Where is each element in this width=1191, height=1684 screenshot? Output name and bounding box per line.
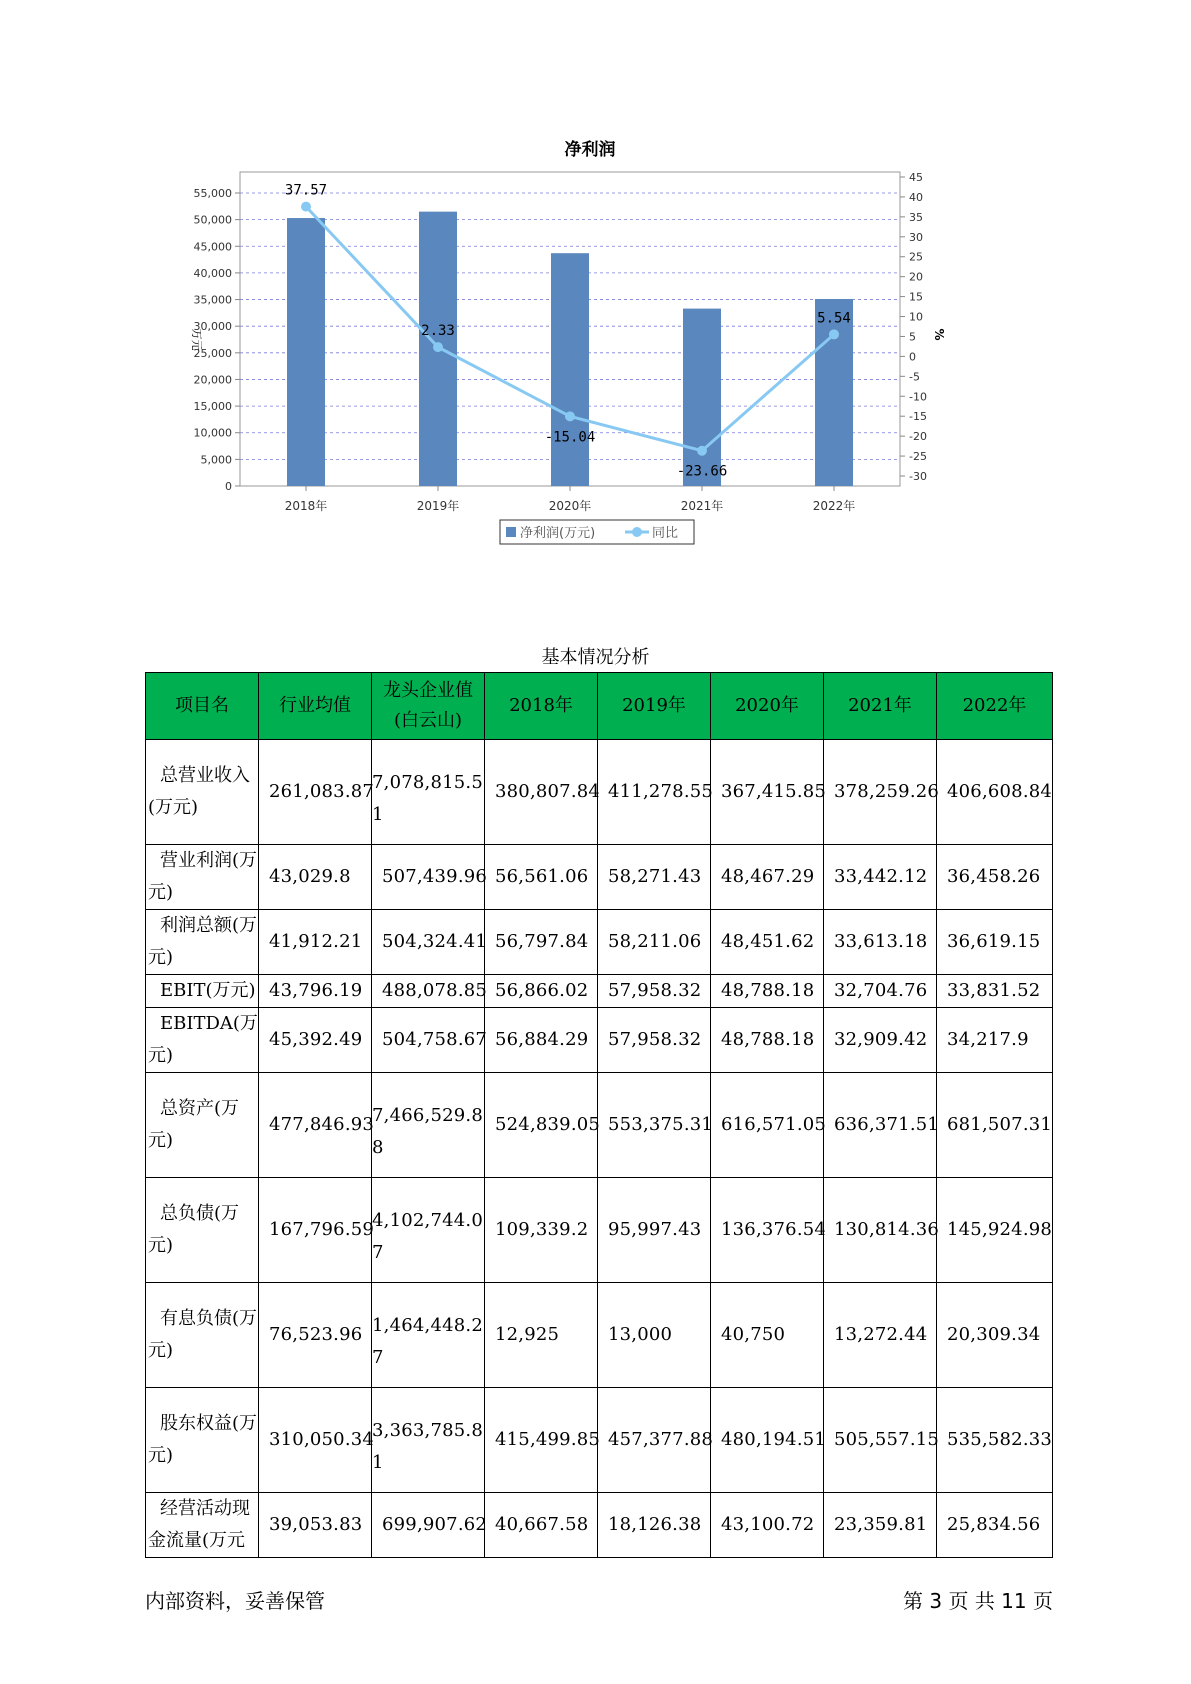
right-tick-label: -30 [909,470,927,483]
table-cell: 136,376.54 [711,1178,824,1283]
table-cell: 505,557.15 [824,1388,937,1493]
table-cell: 40,750 [711,1283,824,1388]
table-cell: 480,194.51 [711,1388,824,1493]
table-cell: 378,259.26 [824,740,937,845]
bar-2022年 [815,299,853,486]
table-cell: 48,467.29 [711,845,824,910]
table-cell: 58,271.43 [598,845,711,910]
table-cell: 310,050.34 [259,1388,372,1493]
right-tick-label: -20 [909,430,927,444]
row-label: 总营业收入(万元) [146,740,259,845]
yoy-point [697,446,707,456]
left-tick-label: 35,000 [193,293,232,307]
left-tick-label: 30,000 [193,320,232,334]
x-tick-label: 2018年 [284,499,328,513]
table-row [146,1493,1053,1558]
legend-line-label: 同比 [652,526,679,541]
table-cell: 553,375.31 [598,1073,711,1178]
table-row [146,1178,1053,1283]
yoy-data-label: -23.66 [676,463,728,480]
table-cell: 109,339.2 [485,1178,598,1283]
left-tick-label: 25,000 [193,346,232,360]
x-tick-label: 2020年 [548,499,592,513]
right-tick-label: -10 [909,390,927,404]
yoy-point [829,329,839,339]
net-profit-chart [175,130,975,600]
right-tick-label: -15 [909,410,927,424]
table-cell: 415,499.85 [485,1388,598,1493]
table-cell: 13,000 [598,1283,711,1388]
table-title: 基本情况分析 [541,647,650,668]
table-cell: 477,846.93 [259,1073,372,1178]
row-label: 利润总额(万元) [146,910,259,975]
table-cell: 43,100.72 [711,1493,824,1558]
table-header-cell: 行业均值 [259,673,372,740]
bar-2018年 [287,218,325,486]
table-cell: 41,912.21 [259,910,372,975]
table-cell: 636,371.51 [824,1073,937,1178]
table-row [146,975,1053,1008]
right-tick-label: -25 [909,450,927,464]
table-cell: 145,924.98 [937,1178,1053,1283]
table-cell: 58,211.06 [598,910,711,975]
table-cell: 406,608.84 [937,740,1053,845]
table-cell: 56,561.06 [485,845,598,910]
table-cell: 20,309.34 [937,1283,1053,1388]
right-tick-label: 15 [909,290,923,304]
yoy-data-label: -15.04 [544,429,596,446]
left-tick-label: 40,000 [193,266,232,280]
table-cell: 43,029.8 [259,845,372,910]
yoy-data-label: 5.54 [817,310,851,327]
table-cell: 25,834.56 [937,1493,1053,1558]
table-cell: 32,909.42 [824,1008,937,1073]
table-cell: 39,053.83 [259,1493,372,1558]
table-cell: 56,797.84 [485,910,598,975]
legend-bar-label: 净利润(万元) [520,526,596,541]
table-cell: 48,451.62 [711,910,824,975]
table-cell: 7,466,529.88 [372,1073,485,1178]
table-cell: 167,796.59 [259,1178,372,1283]
table-cell: 56,866.02 [485,975,598,1008]
row-label: 股东权益(万元) [146,1388,259,1493]
x-tick-label: 2022年 [812,499,856,513]
table-cell: 57,958.32 [598,1008,711,1073]
table-cell: 48,788.18 [711,1008,824,1073]
table-cell: 95,997.43 [598,1178,711,1283]
table-cell: 457,377.88 [598,1388,711,1493]
right-tick-label: 40 [909,190,923,204]
table-cell: 488,078.85 [372,975,485,1008]
x-tick-label: 2021年 [680,499,724,513]
table-cell: 12,925 [485,1283,598,1388]
table-cell: 33,613.18 [824,910,937,975]
table-cell: 524,839.05 [485,1073,598,1178]
table-cell: 130,814.36 [824,1178,937,1283]
legend-line-marker [632,527,642,537]
right-tick-label: 45 [909,171,923,184]
table-row [146,910,1053,975]
table-cell: 367,415.85 [711,740,824,845]
table-cell: 36,619.15 [937,910,1053,975]
left-tick-label: 55,000 [193,187,232,200]
table-cell: 616,571.05 [711,1073,824,1178]
table-cell: 504,758.67 [372,1008,485,1073]
left-tick-label: 20,000 [193,373,232,387]
chart-title: 净利润 [564,140,616,160]
row-label: 总资产(万元) [146,1073,259,1178]
table-cell: 43,796.19 [259,975,372,1008]
table-cell: 18,126.38 [598,1493,711,1558]
footer-confidential-note: 内部资料，妥善保管 [145,1589,325,1613]
table-cell: 261,083.87 [259,740,372,845]
bar-2020年 [551,253,589,486]
yoy-point [433,342,443,352]
table-cell: 13,272.44 [824,1283,937,1388]
table-header-row [146,673,1053,740]
table-cell: 23,359.81 [824,1493,937,1558]
table-cell: 36,458.26 [937,845,1053,910]
table-cell: 57,958.32 [598,975,711,1008]
right-tick-label: 10 [909,310,923,324]
table-cell: 380,807.84 [485,740,598,845]
table-header-cell: 2018年 [485,673,598,740]
table-cell: 504,324.41 [372,910,485,975]
row-label: 经营活动现金流量(万元 [146,1493,259,1558]
left-tick-label: 0 [225,480,232,493]
legend-bar-swatch [506,527,516,537]
x-tick-label: 2019年 [416,499,460,513]
table-cell: 34,217.9 [937,1008,1053,1073]
table-header-cell: 2022年 [937,673,1053,740]
left-tick-label: 15,000 [193,400,232,414]
table-cell: 1,464,448.27 [372,1283,485,1388]
left-tick-label: 50,000 [193,213,232,227]
row-label: EBITDA(万元) [146,1008,259,1073]
table-cell: 33,442.12 [824,845,937,910]
table-header-cell: 2021年 [824,673,937,740]
table-row [146,1388,1053,1493]
bar-2021年 [683,309,721,486]
right-tick-label: 20 [909,270,923,284]
row-label: 总负债(万元) [146,1178,259,1283]
table-cell: 535,582.33 [937,1388,1053,1493]
table-header-cell: 2019年 [598,673,711,740]
left-tick-label: 5,000 [200,453,232,467]
right-tick-label: 30 [909,230,923,244]
table-cell: 33,831.52 [937,975,1053,1008]
table-cell: 56,884.29 [485,1008,598,1073]
table-row [146,740,1053,845]
table-cell: 4,102,744.07 [372,1178,485,1283]
right-tick-label: 5 [909,330,916,344]
right-tick-label: 35 [909,210,923,224]
row-label: EBIT(万元) [146,975,259,1008]
table-header-cell: 2020年 [711,673,824,740]
table-body [146,740,1053,1558]
table-cell: 411,278.55 [598,740,711,845]
table-cell: 76,523.96 [259,1283,372,1388]
table-cell: 3,363,785.81 [372,1388,485,1493]
basic-analysis-table [145,672,1053,1558]
yoy-point [301,202,311,212]
right-tick-label: 25 [909,250,923,264]
yoy-data-label: 37.57 [284,182,328,199]
table-row [146,1008,1053,1073]
table-cell: 45,392.49 [259,1008,372,1073]
left-tick-label: 10,000 [193,426,232,440]
row-label: 有息负债(万元) [146,1283,259,1388]
table-cell: 40,667.58 [485,1493,598,1558]
table-cell: 699,907.62 [372,1493,485,1558]
table-cell: 32,704.76 [824,975,937,1008]
table-cell: 7,078,815.51 [372,740,485,845]
left-tick-label: 45,000 [193,240,232,254]
y-axis-label: 万元 [190,328,203,351]
table-row [146,1073,1053,1178]
footer-page-number: 第 3 页 共 11 页 [903,1589,1053,1613]
row-label: 营业利润(万元) [146,845,259,910]
yoy-data-label: 2.33 [421,323,455,340]
table-header-cell: 龙头企业值 (白云山) [372,673,485,740]
yoy-point [565,411,575,421]
table-cell: 507,439.96 [372,845,485,910]
table-header-cell: 项目名 [146,673,259,740]
y2-axis-label: % [932,328,946,341]
table-row [146,1283,1053,1388]
right-tick-label: -5 [909,370,920,384]
right-tick-label: 0 [909,350,916,364]
table-cell: 681,507.31 [937,1073,1053,1178]
table-row [146,845,1053,910]
table-cell: 48,788.18 [711,975,824,1008]
